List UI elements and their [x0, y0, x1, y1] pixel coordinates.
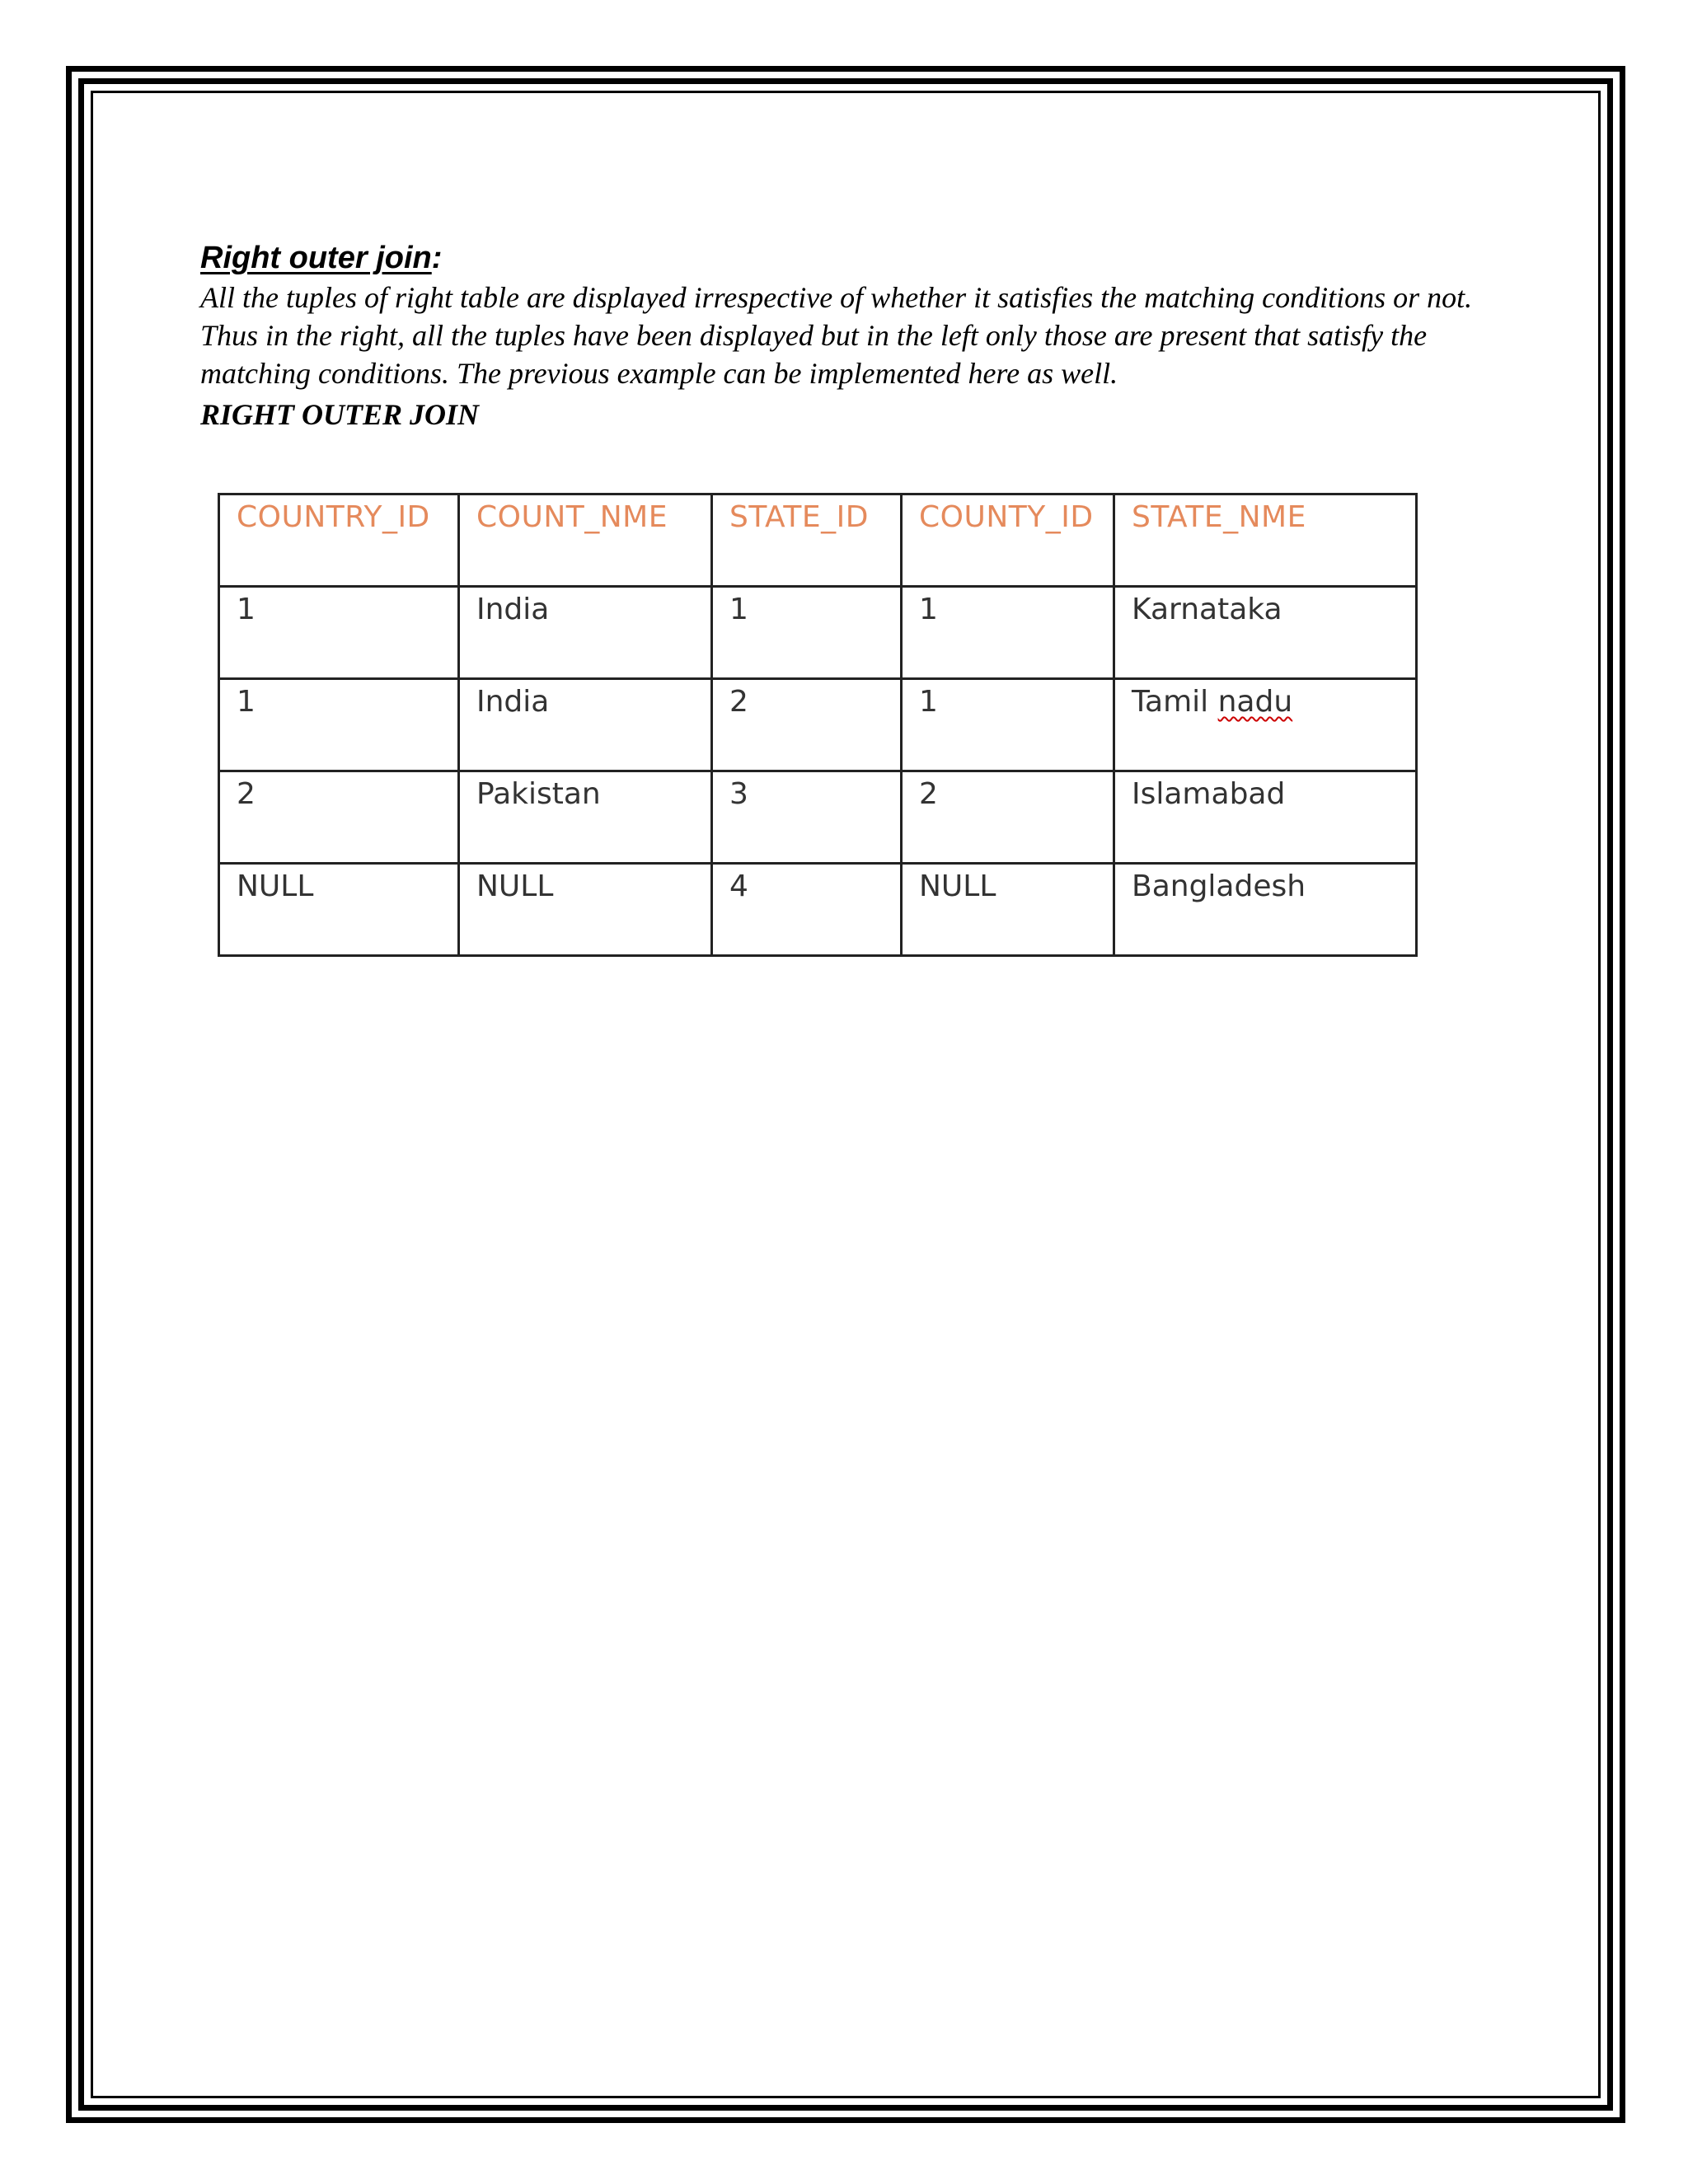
cell-country-id: 1 — [219, 679, 459, 771]
cell-county-id: NULL — [902, 864, 1114, 956]
header-state-nme: STATE_NME — [1114, 494, 1417, 587]
cell-county-id: 2 — [902, 771, 1114, 864]
join-result-table-container — [218, 493, 1418, 957]
table-row — [219, 679, 1417, 771]
cell-count-nme: NULL — [459, 864, 712, 956]
cell-country-id: NULL — [219, 864, 459, 956]
header-county-id: COUNTY_ID — [902, 494, 1114, 587]
spellcheck-flagged-word: nadu — [1217, 685, 1293, 719]
table-header-row — [219, 494, 1417, 587]
table-caption: RIGHT OUTER JOIN — [200, 398, 480, 431]
cell-state-nme: Karnataka — [1114, 587, 1417, 679]
table-row — [219, 587, 1417, 679]
cell-count-nme: Pakistan — [459, 771, 712, 864]
cell-state-nme: Bangladesh — [1114, 864, 1417, 956]
cell-state-id: 3 — [712, 771, 902, 864]
cell-state-nme-text: Tamil nadu — [1132, 685, 1293, 719]
cell-state-nme — [1114, 679, 1417, 771]
header-country-id: COUNTRY_ID — [219, 494, 459, 587]
header-count-nme: COUNT_NME — [459, 494, 712, 587]
description-paragraph: All the tuples of right table are displayed irrespective of whether it satisfies the matching conditions or not. Thus in the right, all the tuples have been displayed but in the left only those are present that satisfy the matching conditions. The previous example can be implemented here as well. — [200, 281, 1473, 390]
header-state-id: STATE_ID — [712, 494, 902, 587]
cell-state-id: 1 — [712, 587, 902, 679]
section-heading-text: Right outer join — [200, 241, 432, 275]
section-heading-colon: : — [431, 241, 443, 275]
cell-county-id: 1 — [902, 679, 1114, 771]
cell-state-id: 2 — [712, 679, 902, 771]
cell-state-id: 4 — [712, 864, 902, 956]
cell-count-nme: India — [459, 679, 712, 771]
document-body — [200, 239, 1486, 434]
table-row — [219, 864, 1417, 956]
join-result-table — [218, 493, 1418, 957]
cell-country-id: 1 — [219, 587, 459, 679]
cell-state-nme: Islamabad — [1114, 771, 1417, 864]
table-row — [219, 771, 1417, 864]
cell-count-nme: India — [459, 587, 712, 679]
cell-county-id: 1 — [902, 587, 1114, 679]
section-heading — [200, 239, 1486, 277]
cell-country-id: 2 — [219, 771, 459, 864]
